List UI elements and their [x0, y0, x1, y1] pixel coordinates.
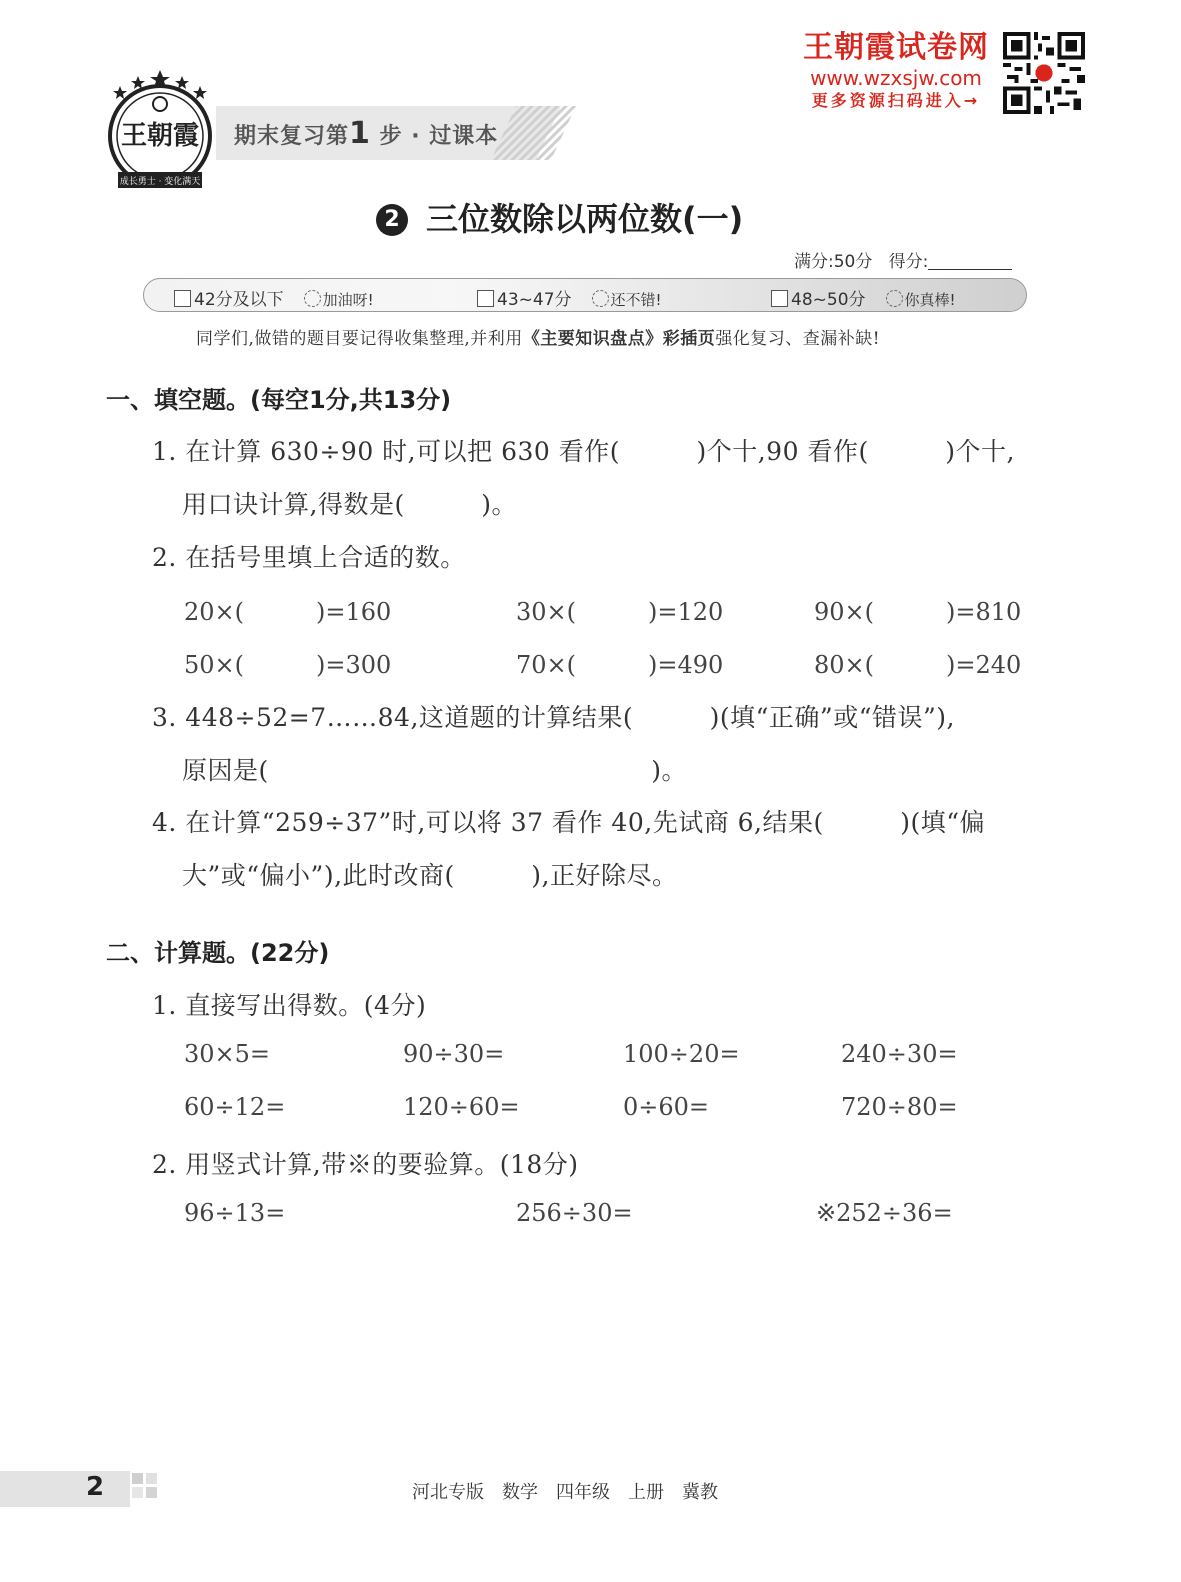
banner-title: 期末复习第1 步 · 过课本 [234, 116, 499, 151]
s1-q2-cell: 50×( )=300 [184, 651, 392, 679]
brand-block [793, 30, 999, 112]
s1-q2-title: 2. 在括号里填上合适的数。 [152, 543, 466, 572]
checkbox[interactable] [771, 290, 788, 307]
s2-q1-cell: 100÷20= [623, 1040, 740, 1068]
s1-q2-cell: 90×( )=810 [814, 598, 1022, 626]
grade-option-high[interactable]: 48~50分 你真棒! [771, 285, 956, 310]
grade-option-mid[interactable]: 43~47分 还不错! [477, 285, 662, 310]
grade-bar [143, 278, 1027, 312]
s2-q2-cell: ※252÷36= [816, 1199, 953, 1227]
score-blank[interactable] [928, 251, 1012, 270]
footer-deco-icon [132, 1473, 158, 1503]
smiley-icon [592, 290, 609, 307]
footer-edition-info: 河北专版 数学 四年级 上册 冀教 [412, 1482, 718, 1503]
s1-q1-line2: 用口诀计算,得数是( )。 [182, 490, 517, 519]
grade-option-low[interactable]: 42分及以下 加油呀! [174, 285, 374, 310]
s1-q2-cell: 20×( )=160 [184, 598, 392, 626]
s1-q3-line2: 原因是( )。 [182, 756, 688, 785]
s2-q1-cell: 120÷60= [403, 1093, 520, 1121]
smiley-icon [304, 290, 321, 307]
title-text: 三位数除以两位数(一) [426, 200, 744, 238]
lesson-number-badge: 2 [376, 204, 408, 236]
qr-code-icon[interactable] [1003, 32, 1085, 114]
study-notice: 同学们,做错的题目要记得收集整理,并利用《主要知识盘点》彩插页强化复习、查漏补缺! [196, 329, 881, 349]
page-title [376, 194, 806, 238]
s1-q2-cell: 30×( )=120 [516, 598, 724, 626]
s2-q1-cell: 90÷30= [403, 1040, 505, 1068]
full-score-label: 满分:50分 [794, 252, 873, 272]
s2-q1-cell: 720÷80= [841, 1093, 958, 1121]
s1-q4-line1: 4. 在计算“259÷37”时,可以将 37 看作 40,先试商 6,结果( )(填“偏 [152, 808, 986, 837]
svg-text:王朝霞: 王朝霞 [120, 121, 200, 151]
s1-q2-cell: 80×( )=240 [814, 651, 1022, 679]
footer-bar [0, 1471, 130, 1507]
score-line [794, 247, 1012, 272]
s1-q2-cell: 70×( )=490 [516, 651, 724, 679]
s1-q1-line1: 1. 在计算 630÷90 时,可以把 630 看作( )个十,90 看作( )个十, [152, 437, 1015, 466]
page-number: 2 [86, 1472, 105, 1502]
smiley-icon [886, 290, 903, 307]
svg-text:成长勇士 · 变化满天: 成长勇士 · 变化满天 [119, 177, 201, 187]
brand-scan-text: 更多资源扫码进入→ [811, 91, 981, 110]
s2-q2-cell: 256÷30= [516, 1199, 633, 1227]
s2-q1-cell: 30×5= [184, 1040, 271, 1068]
section2-title: 二、计算题。(22分) [106, 939, 330, 967]
s2-q1-cell: 0÷60= [623, 1093, 710, 1121]
brand-url[interactable]: www.wzxsjw.com [810, 66, 982, 90]
brand-logo-seal [104, 68, 216, 193]
brand-name: 王朝霞试卷网 [803, 30, 989, 65]
checkbox[interactable] [477, 290, 494, 307]
s2-q2-cell: 96÷13= [184, 1199, 286, 1227]
s2-q1-cell: 240÷30= [841, 1040, 958, 1068]
s2-q2-title: 2. 用竖式计算,带※的要验算。(18分) [152, 1150, 579, 1179]
s2-q1-title: 1. 直接写出得数。(4分) [152, 991, 427, 1020]
score-label: 得分: [888, 252, 929, 272]
section1-title: 一、填空题。(每空1分,共13分) [106, 386, 452, 414]
s1-q4-line2: 大”或“偏小”),此时改商( ),正好除尽。 [182, 861, 678, 890]
checkbox[interactable] [174, 290, 191, 307]
s1-q3-line1: 3. 448÷52=7……84,这道题的计算结果( )(填“正确”或“错误”), [152, 703, 955, 732]
s2-q1-cell: 60÷12= [184, 1093, 286, 1121]
